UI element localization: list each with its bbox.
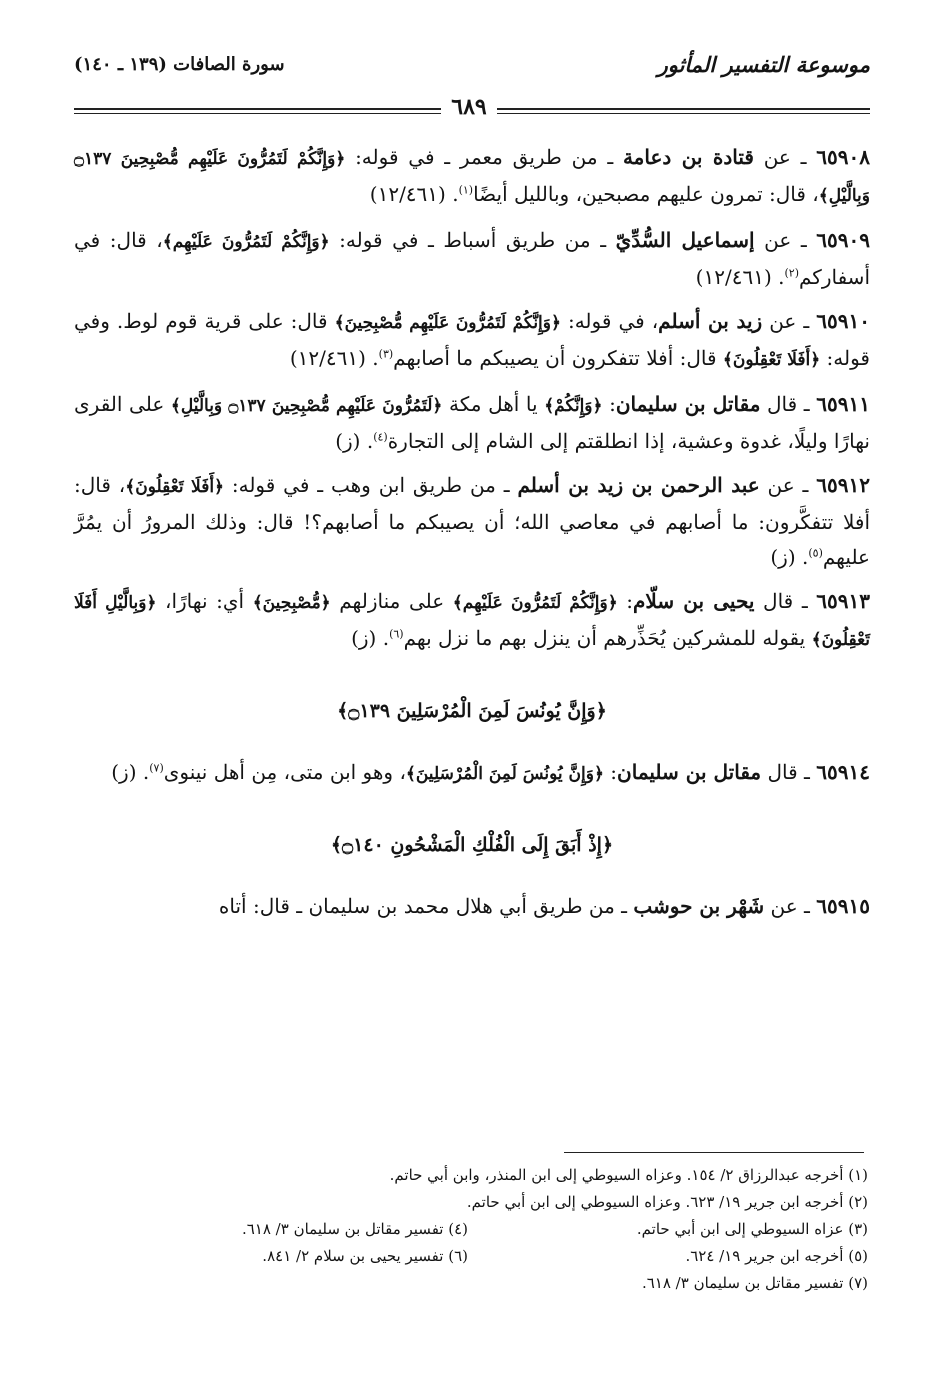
- quran-quote-3: ﴿وَبِالَّيْلِ أَفَلَا تَعْقِلُونَ﴾: [74, 593, 870, 650]
- ayah-heading-140: ﴿إِذْ أَبَقَ إِلَى الْفُلْكِ الْمَشْحُونِ ۝١٤٠﴾: [330, 834, 614, 856]
- sentence-end: .: [142, 760, 150, 784]
- sentence-end: .: [366, 429, 374, 453]
- volume-reference: (١٢/٤٦١): [695, 265, 772, 289]
- footnote-7: (٧) تفسير مقاتل بن سليمان ٣/ ٦١٨.: [641, 1274, 868, 1292]
- narration-prefix: ـ قال: [760, 392, 817, 416]
- quran-quote: ﴿وَإِنَّكُمْ لَتَمُرُّونَ عَلَيْهِم مُّصْبِحِينَ﴾: [334, 313, 561, 333]
- narration-number: ٦٥٩١٣: [816, 589, 870, 613]
- footnote-marker[interactable]: (٦): [389, 627, 404, 641]
- narration-65910: [74, 304, 870, 378]
- sentence-end: .: [452, 182, 459, 206]
- zawaid-mark: (ز): [111, 760, 137, 784]
- sentence-end: .: [372, 346, 379, 370]
- narration-text: ، قال: أفلا تتفكَّرون: ما أصابهم في معاصي الله؛ أن يصيبكم ما أصابهم؟! قال: وذلك المرورُ أن يمُرَّ عليهم: [74, 473, 870, 569]
- sentence-end: .: [382, 626, 390, 650]
- narrator-name: زيد بن أسلم: [658, 309, 763, 333]
- volume-reference: (١٢/٤٦١): [369, 182, 446, 206]
- footnote-1: (١) أخرجه عبدالرزاق ٢/ ١٥٤. وعزاه السيوطي إلى ابن المنذر، وابن أبي حاتم.: [389, 1166, 868, 1184]
- footnotes: [68, 1162, 868, 1297]
- narration-prefix: ـ قال: [754, 589, 817, 613]
- narration-65914: [74, 755, 870, 792]
- narration-number: ٦٥٩١٢: [816, 473, 870, 497]
- quran-quote: ﴿أَفَلَا تَعْقِلُونَ﴾: [125, 477, 225, 497]
- narration-text-3: يقوله للمشركين يُحَذِّرهم أن ينزل بهم ما نزل بهم: [403, 626, 812, 650]
- narration-65911: [74, 387, 870, 459]
- footnote-separator: [564, 1152, 864, 1153]
- zawaid-mark: (ز): [770, 545, 796, 569]
- footnote-marker[interactable]: (٣): [378, 347, 394, 361]
- footnote-marker[interactable]: (٤): [373, 430, 388, 444]
- page-number-wrap: [0, 94, 938, 120]
- narrator-name: يحيى بن سلّام: [633, 589, 755, 613]
- narration-65913: [74, 584, 870, 658]
- narration-number: ٦٥٩١٠: [816, 309, 870, 333]
- quran-quote: ﴿وَإِنَّ يُونُسَ لَمِنَ الْمُرْسَلِينَ﴾: [405, 764, 604, 784]
- narration-number: ٦٥٩٠٨: [816, 145, 870, 169]
- zawaid-mark: (ز): [335, 429, 361, 453]
- narration-text: ، وهو ابن متى، مِن أهل نينوى: [163, 760, 406, 784]
- narration-number: ٦٥٩١٥: [816, 894, 870, 918]
- narrator-name: قتادة بن دعامة: [622, 145, 754, 169]
- ayah-heading-139: ﴿وَإِنَّ يُونُسَ لَمِنَ الْمُرْسَلِينَ ۝١٣٩﴾: [337, 700, 607, 722]
- narration-text: ، قال: في أسفاركم: [74, 228, 870, 289]
- sentence-end: .: [802, 545, 809, 569]
- narrator-name: مقاتل بن سليمان: [615, 392, 761, 416]
- narration-text: على منازلهم: [330, 589, 453, 613]
- narration-chain: :: [617, 589, 633, 613]
- footnote-row-3-4: [68, 1216, 868, 1243]
- narration-65912: [74, 468, 870, 575]
- footnote-3: (٣) عزاه السيوطي إلى ابن أبي حاتم.: [636, 1220, 868, 1238]
- footnote-marker[interactable]: (٥): [808, 546, 823, 560]
- footnote-6: (٦) تفسير يحيى بن سلام ٢/ ٨٤١.: [262, 1247, 468, 1265]
- volume-reference: (١٢/٤٦١): [289, 346, 366, 370]
- narration-prefix: ـ عن: [754, 228, 817, 252]
- footnote-5: (٥) أخرجه ابن جرير ١٩/ ٦٢٤.: [685, 1247, 868, 1265]
- narration-text-2: قال: أفلا تتفكرون أن يصيبكم ما أصابهم: [393, 346, 723, 370]
- narration-text-2: على القرى نهارًا وليلًا، غدوة وعشية، إذا انطلقتم إلى الشام إلى التجارة: [74, 392, 870, 453]
- quran-quote: ﴿وَإِنَّكُمْ لَتَمُرُّونَ عَلَيْهِم﴾: [162, 232, 330, 252]
- quran-quote: ﴿وَإِنَّكُمْ﴾: [544, 396, 603, 416]
- narrator-name: عبد الرحمن بن زيد بن أسلم: [517, 473, 760, 497]
- narration-prefix: ـ عن: [759, 473, 817, 497]
- narrator-name: مقاتل بن سليمان: [617, 760, 762, 784]
- narration-65909: [74, 223, 870, 295]
- narration-text: ، قال: تمرون عليهم مصبحين، وبالليل أيضًا: [473, 182, 819, 206]
- narration-number: ٦٥٩١٤: [816, 760, 870, 784]
- narration-chain: ـ من طريق معمر ـ في قوله:: [345, 145, 623, 169]
- narration-chain: ، في قوله:: [560, 309, 659, 333]
- footnote-4: (٤) تفسير مقاتل بن سليمان ٣/ ٦١٨.: [241, 1220, 468, 1238]
- zawaid-mark: (ز): [351, 626, 377, 650]
- narration-text: يا أهل مكة: [442, 392, 545, 416]
- narration-65908: [74, 140, 870, 214]
- narration-number: ٦٥٩٠٩: [816, 228, 871, 252]
- narration-chain: :: [603, 760, 618, 784]
- footnote-marker[interactable]: (٧): [149, 761, 164, 775]
- narrator-name: إسماعيل السُّدِّيّ: [615, 228, 755, 252]
- narration-prefix: ـ عن: [764, 894, 817, 918]
- narration-prefix: ـ عن: [762, 309, 817, 333]
- book-title: موسوعة التفسير المأثور: [657, 52, 870, 77]
- surah-title: سورة الصافات (١٣٩ ـ ١٤٠): [74, 54, 285, 75]
- page-number: ٦٨٩: [441, 94, 496, 120]
- narration-chain: :: [602, 392, 616, 416]
- footnote-2: (٢) أخرجه ابن جرير ١٩/ ٦٢٣. وعزاه السيوطي إلى ابن أبي حاتم.: [466, 1193, 868, 1211]
- narration-number: ٦٥٩١١: [816, 392, 870, 416]
- main-text: [74, 140, 870, 933]
- narration-chain: ـ من طريق أبي هلال محمد بن سليمان ـ قال: أتاه: [218, 894, 634, 918]
- narration-chain: ـ من طريق أسباط ـ في قوله:: [329, 228, 616, 252]
- running-header: [74, 52, 870, 92]
- narration-65915: [74, 889, 870, 924]
- quran-quote-2: ﴿مُّصْبِحِينَ﴾: [252, 593, 331, 613]
- quran-quote-2: ﴿لَتَمُرُّونَ عَلَيْهِم مُّصْبِحِينَ ۝١٣٧ وَبِالَّيْلِ﴾: [170, 396, 443, 416]
- narration-prefix: ـ قال: [761, 760, 817, 784]
- narration-text-2: أي: نهارًا،: [156, 589, 253, 613]
- quran-quote: ﴿وَإِنَّكُمْ لَتَمُرُّونَ عَلَيْهِم مُّصْبِحِينَ ۝١٣٧ وَبِالَّيْلِ﴾: [74, 149, 870, 206]
- narrator-name: شَهْر بن حوشب: [633, 894, 765, 918]
- quran-quote: ﴿وَإِنَّكُمْ لَتَمُرُّونَ عَلَيْهِم﴾: [452, 593, 618, 613]
- narration-chain: ـ من طريق ابن وهب ـ في قوله:: [224, 473, 518, 497]
- sentence-end: .: [778, 265, 785, 289]
- footnote-row-5-6: [68, 1243, 868, 1270]
- footnote-marker[interactable]: (٢): [784, 266, 799, 280]
- narration-prefix: ـ عن: [753, 145, 817, 169]
- narration-text: قال: على قرية قوم لوط. وفي قوله:: [74, 309, 870, 370]
- footnote-marker[interactable]: (١): [458, 183, 474, 197]
- quran-quote-2: ﴿أَفَلَا تَعْقِلُونَ﴾: [722, 350, 821, 370]
